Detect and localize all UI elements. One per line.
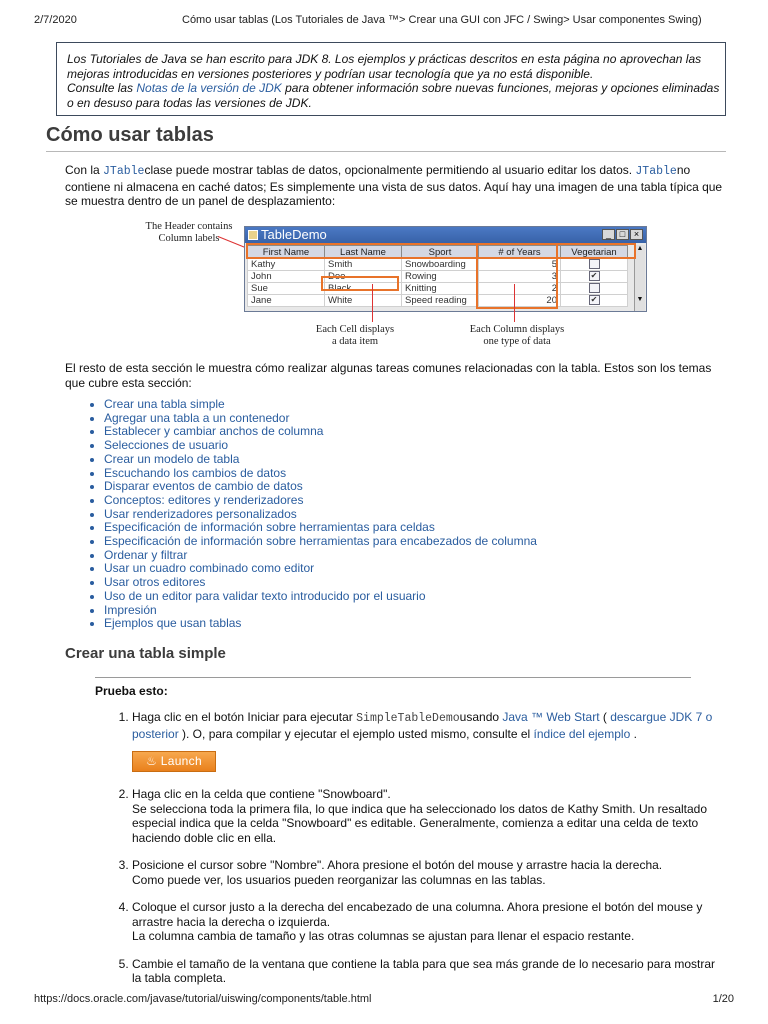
column-callout: Each Column displays one type of data (469, 324, 565, 347)
cell[interactable]: Knitting (402, 283, 479, 295)
launch-label: Launch (160, 754, 202, 768)
col-header[interactable]: Last Name (325, 246, 402, 259)
web-start-link[interactable]: Java ™ Web Start (502, 710, 600, 724)
cell[interactable]: Smith (325, 259, 402, 271)
subsection-title: Crear una tabla simple (65, 645, 226, 662)
cell[interactable]: 5 (479, 259, 561, 271)
vegetarian-checkbox[interactable]: ✔ (589, 271, 600, 281)
cell (561, 259, 628, 271)
vegetarian-checkbox[interactable] (589, 283, 600, 293)
cell (561, 295, 628, 307)
topic-list (84, 398, 704, 631)
table-demo-figure (140, 218, 644, 350)
cell-highlight-box (321, 276, 399, 291)
tabledemo-window (244, 226, 647, 312)
steps-list (114, 710, 716, 999)
topic-link[interactable]: • Especificación de información sobre herramientas para celdas (104, 521, 704, 535)
step1-paren: ( (599, 710, 611, 724)
jtable-code-2: JTable (635, 165, 677, 178)
maximize-icon[interactable]: □ (616, 229, 629, 240)
print-url: https://docs.oracle.com/javase/tutorial/uiswing/components/table.html (34, 993, 372, 1005)
header-highlight-box (246, 243, 636, 259)
step-4 (132, 900, 716, 944)
page-number: 1/20 (712, 993, 734, 1005)
vegetarian-checkbox[interactable]: ✔ (589, 295, 600, 305)
scroll-down-icon[interactable]: ▼ (636, 296, 644, 303)
table-row[interactable] (248, 283, 628, 295)
example-index-link[interactable]: índice del ejemplo (533, 726, 631, 741)
cell-callout: Each Cell displays a data item (315, 324, 395, 347)
step3-title: Posicione el cursor sobre "Nombre". Ahora presione el botón del mouse y arrastre hacia la derecha. (132, 858, 663, 872)
topic-link[interactable]: • Impresión (104, 604, 704, 618)
col-header[interactable]: First Name (248, 246, 325, 259)
print-footer (34, 993, 734, 1005)
topic-link[interactable]: • Ejemplos que usan tablas (104, 617, 704, 631)
step4-body: La columna cambia de tamaño y las otras columnas se ajustan para llenar el espacio restante. (132, 929, 635, 943)
topic-link[interactable]: • Disparar eventos de cambio de datos (104, 480, 704, 494)
cell[interactable]: White (325, 295, 402, 307)
topic-link[interactable]: • Establecer y cambiar anchos de columna (104, 425, 704, 439)
java-icon (248, 230, 258, 240)
table-row[interactable] (248, 271, 628, 283)
notice-consult-pre: Consulte las (67, 81, 137, 95)
cell[interactable]: Speed reading (402, 295, 479, 307)
rest-paragraph: El resto de esta sección le muestra cómo realizar algunas tareas comunes relacionadas con la tabla. Estos son los temas que cubre esta sección: (65, 361, 712, 390)
step-1 (132, 710, 716, 774)
minimize-icon[interactable]: _ (602, 229, 615, 240)
topic-link[interactable]: • Especificación de información sobre herramientas para encabezados de columna (104, 535, 704, 549)
topic-link[interactable]: • Crear un modelo de tabla (104, 453, 704, 467)
topic-link[interactable]: • Usar otros editores (104, 576, 704, 590)
col-header[interactable]: Vegetarian (561, 246, 628, 259)
cell[interactable]: 3 (479, 271, 561, 283)
cell (561, 271, 628, 283)
cell[interactable]: John (248, 271, 325, 283)
jdk-notice-box (56, 42, 726, 116)
section-title: Cómo usar tablas (46, 124, 726, 152)
cell[interactable]: Snowboarding (402, 259, 479, 271)
step1-text-2: usando (459, 710, 503, 724)
cell-callout-line (372, 284, 373, 322)
topic-link[interactable]: • Ordenar y filtrar (104, 549, 704, 563)
col-header[interactable]: Sport (402, 246, 479, 259)
print-page-title: Cómo usar tablas (Los Tutoriales de Java ™> Crear una GUI con JFC / Swing> Usar componentes Swing) (182, 14, 702, 26)
topic-link[interactable]: • Usar renderizadores personalizados (104, 508, 704, 522)
column-callout-line (514, 284, 515, 322)
step-2 (132, 787, 716, 845)
topic-link[interactable]: • Conceptos: editores y renderizadores (104, 494, 704, 508)
try-this-heading: Prueba esto: (95, 684, 168, 698)
notice-text: Los Tutoriales de Java se han escrito para JDK 8. Los ejemplos y prácticas descritos en esta página no aprovechan las mejoras introducidas en versiones posteriores y podrían usar tecnología que ya no está disponible. (67, 52, 702, 81)
launch-button[interactable] (132, 751, 216, 772)
simpletabledemo-code: SimpleTableDemo (356, 712, 460, 725)
cell[interactable]: 20 (479, 295, 561, 307)
step3-body: Como puede ver, los usuarios pueden reorganizar las columnas en las tablas. (132, 872, 546, 887)
cell[interactable]: 2 (479, 283, 561, 295)
download-jdk-link[interactable]: descargue JDK 7 o posterior (132, 710, 713, 741)
table-row[interactable] (248, 259, 628, 271)
intro-text-2: clase puede mostrar tablas de datos, opcionalmente permitiendo al usuario editar los datos. (144, 163, 636, 177)
cell[interactable]: Black (325, 283, 402, 295)
cell[interactable]: Doe (325, 271, 402, 283)
vegetarian-checkbox[interactable] (589, 259, 600, 269)
step-3 (132, 858, 716, 887)
divider (95, 677, 691, 678)
topic-link[interactable]: • Crear una tabla simple (104, 398, 704, 412)
launch-icon: ♨ (146, 754, 161, 768)
cell[interactable]: Jane (248, 295, 325, 307)
close-icon[interactable]: × (630, 229, 643, 240)
notice-consult-post: para obtener información sobre nuevas funciones, mejoras y opciones eliminadas o en desuso para todas las versiones de JDK. (67, 81, 720, 110)
window-title: TableDemo (261, 227, 327, 242)
step2-body: Se selecciona toda la primera fila, lo que indica que ha seleccionado los datos de Kathy Smith. Un resaltado especial indica que la celda "Snowboard" es editable. Generalmente, comienza a editar una celda de texto haciendo doble clic en ella. (132, 801, 708, 845)
cell[interactable]: Kathy (248, 259, 325, 271)
topic-link[interactable]: • Escuchando los cambios de datos (104, 467, 704, 481)
scroll-up-icon[interactable]: ▲ (636, 245, 644, 252)
intro-text-1: Con la (65, 163, 104, 177)
step1-text-3: ). O, para compilar y ejecutar el ejemplo usted mismo, consulte el (178, 726, 534, 741)
step-5 (132, 957, 716, 986)
jdk-release-notes-link[interactable]: Notas de la versión de JDK (136, 81, 282, 95)
step2-title: Haga clic en la celda que contiene "Snowboard". (132, 787, 391, 801)
column-highlight-box (476, 243, 558, 309)
intro-text-3: no contiene ni almacena en caché datos; Es simplemente una vista de sus datos. Aquí hay una imagen de una tabla típica que se muestra dentro de un panel de desplazamiento: (65, 163, 723, 208)
step1-end: . (630, 726, 637, 741)
step5-title: Cambie el tamaño de la ventana que contiene la tabla para que sea más grande de lo necesario para mostrar la tabla completa. (132, 956, 716, 985)
topic-link[interactable]: • Uso de un editor para validar texto introducido por el usuario (104, 590, 704, 604)
step4-title: Coloque el cursor justo a la derecha del encabezado de una columna. Ahora presione el botón del mouse y arrastre hacia la derecha o izquierda. (132, 900, 703, 929)
jtable-code-1: JTable (103, 165, 145, 178)
topic-link[interactable]: • Selecciones de usuario (104, 439, 704, 453)
cell[interactable]: Rowing (402, 271, 479, 283)
print-date: 2/7/2020 (34, 14, 77, 26)
col-header[interactable]: # of Years (479, 246, 561, 259)
header-callout: The Header contains Column labels (145, 221, 233, 244)
topic-link[interactable]: • Usar un cuadro combinado como editor (104, 562, 704, 576)
cell[interactable]: Sue (248, 283, 325, 295)
cell (561, 283, 628, 295)
step1-text: Haga clic en el botón Iniciar para ejecutar (132, 710, 357, 724)
intro-paragraph (65, 163, 727, 209)
topic-link[interactable]: • Agregar una tabla a un contenedor (104, 412, 704, 426)
window-titlebar (245, 227, 646, 243)
table-row[interactable] (248, 295, 628, 307)
